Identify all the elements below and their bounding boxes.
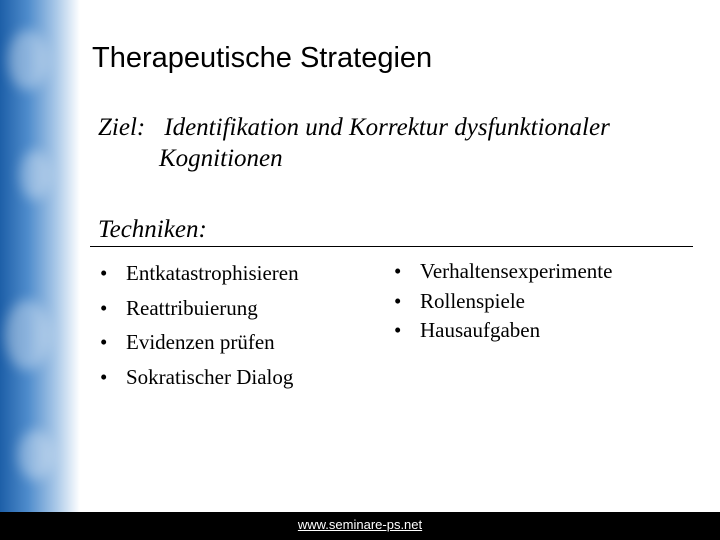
list-item: • Sokratischer Dialog: [100, 360, 299, 395]
list-item: • Evidenzen prüfen: [100, 325, 299, 360]
footer-bar: [0, 512, 720, 540]
list-item: • Reattribuierung: [100, 291, 299, 326]
list-item: • Entkatastrophisieren: [100, 256, 299, 291]
footer-link[interactable]: www.seminare-ps.net: [297, 517, 423, 532]
techniques-list-left: [100, 256, 299, 394]
list-item: • Verhaltensexperimente: [394, 257, 612, 287]
heading-divider: [90, 246, 693, 247]
slide-title: Therapeutische Strategien: [92, 42, 433, 74]
list-item: • Hausaufgaben: [394, 316, 612, 346]
goal-statement: [98, 112, 610, 174]
goal-prefix: Ziel:: [98, 114, 146, 141]
goal-line-1: [98, 112, 610, 143]
list-item: • Rollenspiele: [394, 287, 612, 317]
decorative-blue-band: [0, 0, 80, 512]
techniques-list-right: [394, 257, 612, 346]
techniques-heading: Techniken:: [98, 216, 207, 243]
goal-text-2: Kognitionen: [159, 145, 283, 172]
goal-text-1: Identifikation und Korrektur dysfunktionaler: [164, 114, 610, 141]
